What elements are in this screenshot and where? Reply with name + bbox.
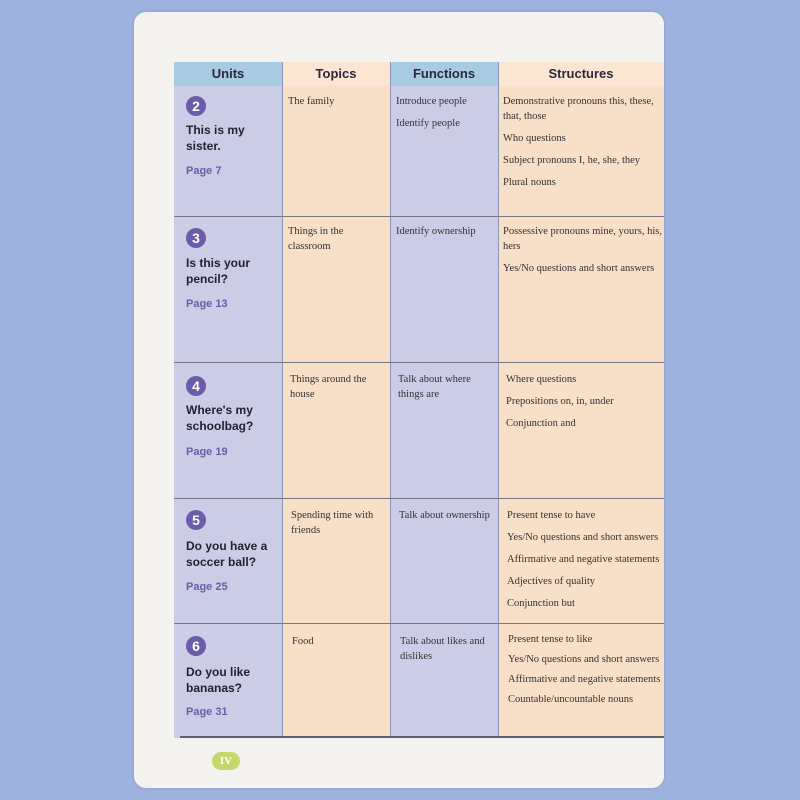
- structure-item: Affirmative and negative statements: [508, 674, 661, 685]
- structures-cell: [503, 224, 663, 283]
- function-item: Talk about likes and dislikes: [400, 636, 485, 662]
- structures-cell: [503, 94, 663, 197]
- contents-table: [174, 62, 664, 738]
- structure-item: Countable/uncountable nouns: [508, 694, 634, 705]
- function-item: Talk about ownership: [399, 510, 490, 521]
- functions-cell: [399, 508, 497, 530]
- structure-item: Conjunction and: [506, 418, 576, 429]
- structure-item: Present tense to have: [507, 510, 596, 521]
- structures-cell: [508, 632, 664, 714]
- unit-page: Page 25: [186, 581, 228, 593]
- column-divider: [498, 62, 499, 738]
- structures-cell: [506, 372, 662, 438]
- page-number-badge: IV: [212, 752, 240, 770]
- unit-page: Page 7: [186, 165, 222, 177]
- unit-title: Do you have a soccer ball?: [186, 539, 268, 569]
- structure-item: Where questions: [506, 374, 577, 385]
- structures-cell: [507, 508, 664, 618]
- functions-cell: [396, 224, 494, 246]
- row-divider: [174, 498, 664, 499]
- unit-page: Page 31: [186, 706, 228, 718]
- structure-item: Present tense to like: [508, 634, 593, 645]
- unit-title: This is my sister.: [186, 123, 245, 153]
- topic-cell: Food: [292, 636, 314, 647]
- topic-cell: Things in the classroom: [288, 226, 344, 252]
- header-units: Units: [174, 62, 282, 86]
- function-item: Talk about where things are: [398, 374, 471, 400]
- functions-cell: [396, 94, 494, 138]
- structure-item: Yes/No questions and short answers: [508, 654, 660, 665]
- structure-item: Possessive pronouns mine, yours, his, hers: [503, 226, 662, 252]
- unit-number-badge: 3: [186, 228, 206, 248]
- unit-number-badge: 4: [186, 376, 206, 396]
- structure-item: Subject pronouns I, he, she, they: [503, 155, 641, 166]
- unit-page: Page 19: [186, 446, 228, 458]
- unit-title: Do you like bananas?: [186, 665, 251, 695]
- function-item: Identify ownership: [396, 226, 476, 237]
- topic-cell: Things around the house: [290, 374, 367, 400]
- structure-item: Demonstrative pronouns this, these, that, those: [503, 96, 654, 122]
- unit-title: Is this your pencil?: [186, 256, 251, 286]
- structure-item: Plural nouns: [503, 177, 556, 188]
- header-topics: Topics: [282, 62, 390, 86]
- function-item: Introduce people: [396, 96, 467, 107]
- structure-item: Affirmative and negative statements: [507, 554, 660, 565]
- header-structures: Structures: [498, 62, 664, 86]
- structure-item: Yes/No questions and short answers: [507, 532, 659, 543]
- structure-item: Conjunction but: [507, 598, 575, 609]
- structure-item: Adjectives of quality: [507, 576, 596, 587]
- table-bottom-border: [180, 736, 664, 738]
- column-divider: [282, 62, 283, 738]
- row-divider: [174, 362, 664, 363]
- structure-item: Prepositions on, in, under: [506, 396, 614, 407]
- unit-number-badge: 6: [186, 636, 206, 656]
- unit-page: Page 13: [186, 298, 228, 310]
- unit-number-badge: 2: [186, 96, 206, 116]
- topic-cell: Spending time with friends: [291, 510, 374, 536]
- row-divider: [174, 623, 664, 624]
- functions-cell: [398, 372, 484, 409]
- structure-item: Yes/No questions and short answers: [503, 263, 655, 274]
- function-item: Identify people: [396, 118, 460, 129]
- unit-number-badge: 5: [186, 510, 206, 530]
- column-divider: [390, 62, 391, 738]
- functions-cell: [400, 634, 492, 671]
- topic-cell: The family: [288, 96, 335, 107]
- header-functions: Functions: [390, 62, 498, 86]
- row-divider: [174, 216, 664, 217]
- structure-item: Who questions: [503, 133, 566, 144]
- unit-title: Where's my schoolbag?: [186, 403, 254, 433]
